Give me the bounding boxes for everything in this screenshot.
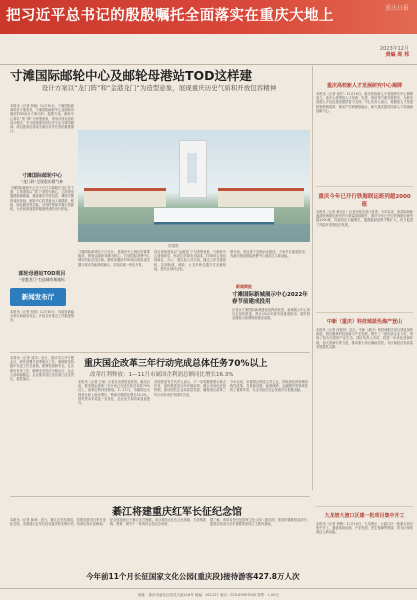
mid-body-text-1: 寸滩国际新城位于江北区，是重庆中心城区的重要板块，规划以邮轮母港为核心，打造国际消费中心城市的标志性区域。邮轮母港站TOD项目将轨道交通与城市功能深度融合，实现站城一体化开发。 bbox=[78, 250, 150, 267]
section2-text-3: 今年以来，市属国企围绕主责主业，持续深化供给侧结构性改革，在基础设施、能源保障、金融服务等领域发挥了重要作用，为全市经济社会发展作出积极贡献。 bbox=[230, 380, 308, 393]
masthead-date: 2023年12月 bbox=[379, 46, 409, 52]
right-item2-title: 重庆今年已开行铁海联运班列超2000班 bbox=[318, 194, 411, 208]
right-terminal-building bbox=[218, 188, 304, 207]
right-item4-title: 九龙坡大渡口区建一批项目集中开工 bbox=[324, 513, 405, 519]
right-item3-title: 中新（重庆）科技城蓝色海产登山 bbox=[326, 319, 402, 325]
masthead-editor: 责编 周 邦 bbox=[385, 52, 409, 58]
lead-subhead-3: 邮轮母港站TOD项目 bbox=[18, 271, 66, 277]
news-brief-headline: 寸滩国际新城展示中心2022年春节前建成投用 bbox=[232, 292, 308, 305]
lead-subheadline: 设计方案以“龙门阵”和“金港龙门”为造型意象，展现重庆历史气质和开放包容精神 bbox=[41, 84, 277, 92]
brief-body-text: 本报讯（记者 张莉）12月16日，市政府新闻办举行新闻发布会，介绍全市重点工作推进情况。 bbox=[10, 310, 74, 323]
gate-tower bbox=[179, 140, 207, 198]
masthead bbox=[0, 36, 417, 65]
left-terminal-building bbox=[84, 188, 166, 207]
right-divider-1 bbox=[316, 186, 413, 187]
page-footer: 地址：重庆市渝北区同茂大道416号 邮编：401121 电话：023-63907000 零售：1.00元 bbox=[0, 588, 417, 600]
lead-body-text-1: 本报讯（记者 李晓）12月16日，寸滩国际新城项目方案发布，寸滩国际邮轮中心及邮轮母港站TOD设计方案出炉。根据方案，邮轮中心将以“龙门阵”为造型意象，采用开放包容的设计理念，充分展现重庆的历史文化与城市精神。项目建成后将成为重庆对外开放的重要窗口。 bbox=[10, 104, 74, 134]
section-divider-2 bbox=[10, 496, 310, 497]
lead-subhead-1: 寸滩国际邮轮中心 bbox=[21, 173, 62, 179]
right-divider-2 bbox=[316, 312, 413, 313]
section2-subheadline: 改革红利释放：1—11月市属国企利润总额同比增长16.3% bbox=[90, 372, 234, 378]
news-brief-text: 记者从寸滩国际新城建设指挥部获悉，新城展示中心项目正加快推进，预计2022年春节前建成投用，届时将全面展示新城规划建设成果。 bbox=[232, 308, 310, 321]
cruise-ship bbox=[154, 208, 274, 225]
top-banner bbox=[0, 0, 417, 34]
section2-text-1: 本报讯（记者 王雨）记者从市国资委获悉，截至目前，我市国企改革三年行动已完成总体任务的70%以上，改革红利持续释放。1—11月，市属国企实现营业收入稳步增长，利润总额同比增长16.3%，国有资本布局进一步优化，企业活力和效率显著提升。 bbox=[78, 380, 150, 406]
right-item4-text: 本报讯（记者 杨骏）12月16日，九龙坡区、大渡口区一批重点项目集中开工，涵盖基础设施、产业发展、民生保障等领域，将为区域发展注入新动能。 bbox=[316, 522, 413, 535]
right-item3-text: 本报讯（记者 何春阳）近日，中新（重庆）科技城相关项目建设加快推进。园区聚焦科技创新与产业发展，吸引了一批优质企业入驻，形成了较为完善的产业生态。园区负责人介绍，将进一步优化营商环境，加大招商引资力度，推动重大项目落地见效，为区域经济高质量发展提供支撑。 bbox=[316, 328, 413, 349]
river-water bbox=[78, 224, 310, 242]
section3-text-1: 本报讯（记者 陈涛）近日，綦江区发布消息，将建设重庆红军长征纪念馆，全面展示红军长征在重庆的光辉历史，传承弘扬长征精神。 bbox=[10, 518, 106, 527]
right-item1-text: 本报讯（记者 周芹）12月16日，重庆高校新人才发展研究中心揭牌成立。该中心将围绕人才培养、引进、使用等方面开展研究，为我市高校人才队伍建设提供智力支持。中心负责人表示，将聚焦人才发展体制机制改革，推动产学研深度融合，助力重庆建设西部人才高地和创新中心。 bbox=[316, 92, 413, 113]
news-conference-label: 新闻发布厅 bbox=[10, 288, 66, 306]
section3-text-2: 纪念馆选址位于綦江区石壕镇，项目将结合红色文化资源，打造集展陈、教育、研学于一体的综合性纪念场馆。 bbox=[110, 518, 206, 527]
section3-headline: 綦江将建重庆红军长征纪念馆 bbox=[112, 507, 242, 518]
image-caption: 效果图 bbox=[168, 244, 179, 248]
lead-headline: 寸滩国际邮轮中心及邮轮母港站TOD这样建 bbox=[10, 68, 253, 83]
mid-body-text-3: 据介绍，项目将于近期启动建设，力争早日建成投用，为重庆建设国际消费中心城市注入新动能。 bbox=[230, 250, 308, 259]
lead-subhead-4: “金港龙门”打造城市新地标 bbox=[19, 277, 65, 282]
right-item2-text: 本报讯（记者 黄光红）记者从相关部门获悉，今年以来，西部陆海新通道铁海联运班列开行数量持续增长，重庆今年已开行铁海联运班列超2000班，货值同比大幅增长，通道辐射范围不断扩大，有力促进了内陆开放型经济发展。 bbox=[316, 210, 413, 227]
lead-subhead-2: “龙门阵”呈现重庆精气神 bbox=[21, 179, 63, 184]
column-rule bbox=[312, 66, 313, 490]
right-divider-3 bbox=[316, 506, 413, 507]
right-item1-title: 重庆高校新人才发展研究中心揭牌 bbox=[326, 83, 402, 89]
lead-body-text-2: 寸滩国际邮轮中心位于长江与嘉陵江交汇处下游，主体建筑以“龙门”造型为核心，立面采用通透玻璃幕墙，寓意重庆开放包容、兼收并蓄的城市品格。邮轮中心将具备出入境联检、候船、商业服务等功能，可同时停靠多艘大型邮轮，为市民游客提供便捷舒适的出行体验。 bbox=[10, 186, 74, 212]
left-column-text-3: 本报讯（记者 刘洋）近日，重庆市召开专题会议，研究部署冬春季重点工作，强调要坚持稳中求进工作总基调，统筹发展和安全，扎实做好各项工作，确保全市经济平稳运行、社会大局和谐稳定。会议要求各区县各部门压实责任，狠抓落实。 bbox=[10, 356, 74, 382]
mid-body-text-2: 项目规划建设以“金港龙门”为造型意象，与邮轮中心遥相呼应，形成江岸城市天际线。TOD综合体包括商业、办公、酒店及公共空间，通过立体交通组织，实现轨道、邮轮、公交多种交通方式无缝衔接，提升区域可达性。 bbox=[154, 250, 226, 271]
news-brief-title: 新闻简报 bbox=[236, 284, 252, 289]
section3-text-3: 据了解，该项目是长征国家文化公园（重庆段）建设的重要组成部分，建成后将成为全市重要的爱国主义教育基地。 bbox=[210, 518, 310, 527]
section2-text-2: 市国资委有关负责人表示，下一步将聚焦重点难点任务，加快推进混合所有制改革，健全市场化经营机制，推动国有企业高质量发展，确保国企改革三年行动各项任务按时完成。 bbox=[154, 380, 226, 397]
section2-headline: 重庆国企改革三年行动完成总体任务70%以上 bbox=[84, 359, 268, 369]
section-divider-1 bbox=[10, 352, 310, 353]
section4-headline: 今年前11个月长征国家文化公园(重庆段)接待游客427.8万人次 bbox=[86, 572, 300, 581]
rendering-image bbox=[78, 130, 310, 242]
banner-badge: 重庆日报 bbox=[384, 5, 409, 12]
masthead-meta bbox=[380, 46, 409, 58]
banner-headline: 把习近平总书记的殷殷嘱托全面落实在重庆大地上 bbox=[6, 8, 334, 24]
